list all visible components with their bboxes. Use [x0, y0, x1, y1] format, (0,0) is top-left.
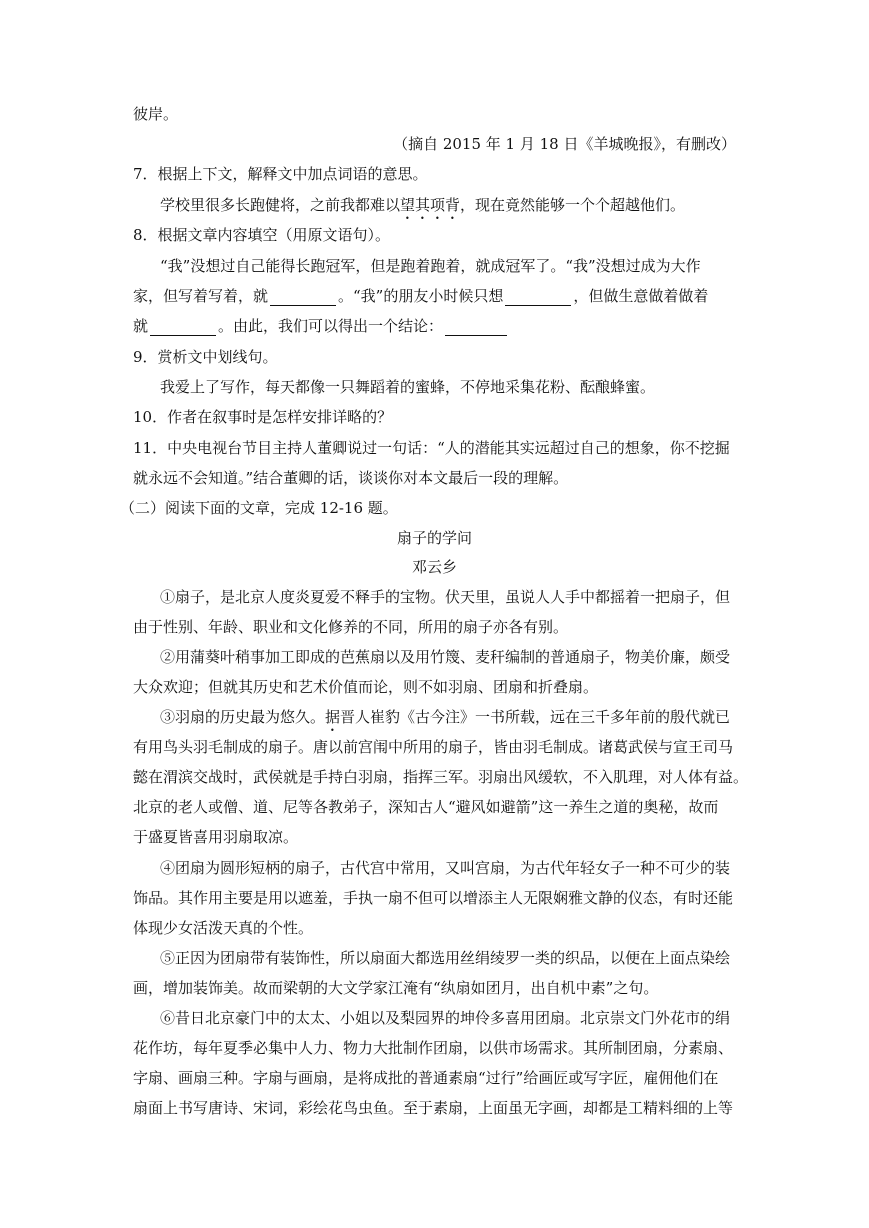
emphasized-word: 据: [325, 708, 341, 726]
article-title: 扇子的学问: [396, 529, 472, 547]
question-10: 10．作者在叙事时是怎样安排详略的？: [133, 408, 393, 426]
question-7: 7．根据上下文，解释文中加点词语的意思。: [133, 165, 428, 183]
source-citation: （摘自 2015 年 1 月 18 日《羊城晚报》，有删改）: [393, 135, 736, 153]
paragraph-1: ①扇子，是北京人度炎夏爱不释手的宝物。伏天里，虽说人人手中都摇着一把扇子，但: [160, 588, 731, 606]
paragraph-4: 饰品。其作用主要是用以遮羞，手执一扇不但可以增添主人无限娴雅文静的仪态，有时还能: [133, 889, 734, 907]
paragraph-2: 大众欢迎；但就其历史和艺术价值而论，则不如羽扇、团扇和折叠扇。: [133, 678, 599, 696]
question-8-text-a: “我”没想过自己能得长跑冠军，但是跑着跑着，就成冠军了。“我”没想过成为大作: [160, 257, 701, 275]
answer-blank[interactable]: [445, 319, 507, 336]
paragraph-3: 北京的老人或僧、道、尼等各教弟子，深知古人“避风如避箭”这一养生之道的奥秘，故而: [133, 798, 719, 816]
answer-blank[interactable]: [505, 289, 571, 306]
paragraph-3: 懿在渭滨交战时，武侯就是手持白羽扇，指挥三军。羽扇出风缓软，不入肌理，对人体有益。: [133, 768, 749, 786]
paragraph-6: 字扇、画扇三种。字扇与画扇，是将成批的普通素扇“过行”给画匠或写字匠，雇佣他们在: [133, 1069, 719, 1087]
paragraph-3: 有用鸟头羽毛制成的扇子。唐以前宫闱中所用的扇子，皆由羽毛制成。诸葛武侯与宣王司马: [133, 738, 734, 756]
paragraph-6: 扇面上书写唐诗、宋词，彩绘花鸟虫鱼。至于素扇，上面虽无字画，却都是工精料细的上等: [133, 1099, 734, 1117]
paragraph-5: 画，增加装饰美。故而梁朝的大文学家江淹有“纨扇如团月，出自机中素”之句。: [133, 979, 659, 997]
paragraph-5: ⑤正因为团扇带有装饰性，所以扇面大都选用丝绢绫罗一类的织品，以便在上面点染绘: [160, 949, 731, 967]
question-11-a: 11．中央电视台节目主持人董卿说过一句话：“人的潜能其实远超过自己的想象，你不挖掘: [133, 439, 730, 457]
question-9-sentence: 我爱上了写作，每天都像一只舞蹈着的蜜蜂，不停地采集花粉、酝酿蜂蜜。: [160, 378, 656, 396]
question-8-text-b: 家，但写着写着，就 。“我”的朋友小时候只想 ，但做生意做着做着: [133, 287, 709, 305]
paragraph-4: ④团扇为圆形短柄的扇子，古代宫中常用，又叫宫扇，为古代年轻女子一种不可少的装: [160, 859, 731, 877]
section-heading: （二）阅读下面的文章，完成 12-16 题。: [120, 499, 398, 517]
answer-blank[interactable]: [270, 289, 336, 306]
article-author: 邓云乡: [411, 558, 457, 576]
paragraph-4: 体现少女活泼天真的个性。: [133, 919, 314, 937]
emphasized-word: 望其项背: [400, 196, 461, 214]
paragraph-2: ②用蒲葵叶稍事加工即成的芭蕉扇以及用竹篾、麦秆编制的普通扇子，物美价廉，颇受: [160, 648, 731, 666]
question-9: 9．赏析文中划线句。: [133, 348, 278, 366]
paragraph-3: 于盛夏皆喜用羽扇取凉。: [133, 828, 299, 846]
question-8: 8．根据文章内容填空（用原文语句）。: [133, 226, 391, 244]
question-8-text-c: 就 。由此，我们可以得出一个结论：: [133, 316, 509, 336]
text-line: 彼岸。: [133, 105, 179, 123]
paragraph-1: 由于性别、年龄、职业和文化修养的不同，所用的扇子亦各有别。: [133, 618, 569, 636]
answer-blank[interactable]: [150, 319, 216, 336]
paragraph-3: ③羽扇的历史最为悠久。据晋人崔豹《古今注》一书所载，远在三千多年前的殷代就已: [160, 708, 731, 726]
question-7-sentence: 学校里很多长跑健将，之前我都难以望其项背，现在竟然能够一个个超越他们。: [160, 196, 686, 214]
paragraph-6: ⑥昔日北京豪门中的太太、小姐以及梨园界的坤伶多喜用团扇。北京崇文门外花市的绢: [160, 1009, 731, 1027]
paragraph-6: 花作坊，每年夏季必集中人力、物力大批制作团扇，以供市场需求。其所制团扇，分素扇、: [133, 1039, 734, 1057]
question-11-b: 就永远不会知道。”结合董卿的话，谈谈你对本文最后一段的理解。: [133, 469, 569, 487]
